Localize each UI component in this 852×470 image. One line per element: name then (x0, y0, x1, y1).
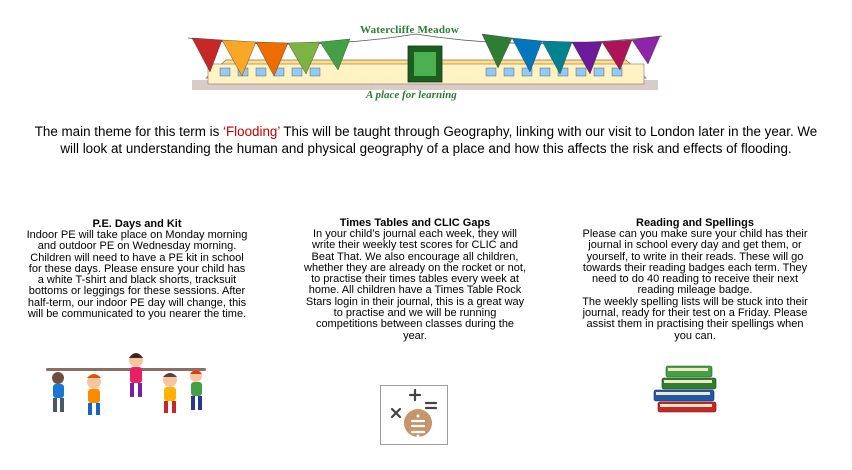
reading-title: Reading and Spellings (636, 217, 754, 229)
reading-section (582, 217, 808, 342)
times-tables-body: In your child’s journal each week, they will write their weekly test scores for CLIC and Beat That. We also encourage all children, whether they are already on the rocket or not, to practise their times tables every week at home. All children have a Times Table Rock Stars login in their journal, this is a great way to practise and we will be running competitions between classes during the year. (304, 228, 526, 342)
spellings-body: The weekly spelling lists will be stuck into their journal, ready for their test on a Friday. Please assist them in practising their spellings when you can. (582, 295, 808, 342)
times-tables-section (304, 217, 526, 342)
books-image (650, 362, 722, 414)
reading-body: Please can you make sure your child has their journal in school every day and get them, or yourself, to write in their reads. These will go towards their reading badges each term. They need to do 40 reading to receive their next reading mileage badge. (582, 228, 808, 297)
times-tables-title: Times Tables and CLIC Gaps (339, 217, 491, 229)
pe-title: P.E. Days and Kit (92, 218, 182, 230)
children-exercising-image (44, 346, 208, 418)
pe-body: Indoor PE will take place on Monday morning and outdoor PE on Wednesday morning. Children will need to have a PE kit in school for these days. Please ensure your child has a white T-shirt and black shorts, tracksuit bottoms or leggings for these sessions. After half-term, our indoor PE day will change, this will be communicated to you nearer the time. (26, 229, 248, 321)
intro-text-after: This will be taught through Geography, linking with our visit to London later in the year. We will look at understanding the human and physical geography of a place and how this affects the risk and effects of flooding. (60, 124, 818, 156)
intro-text-before: The main theme for this term is (34, 124, 224, 139)
school-tagline: A place for learning (366, 89, 457, 101)
pe-section (26, 218, 248, 320)
intro-paragraph (30, 123, 822, 157)
school-name: Watercliffe Meadow (360, 24, 460, 36)
term-theme: ‘Flooding’ (223, 124, 280, 139)
maths-symbols-image (380, 385, 448, 445)
